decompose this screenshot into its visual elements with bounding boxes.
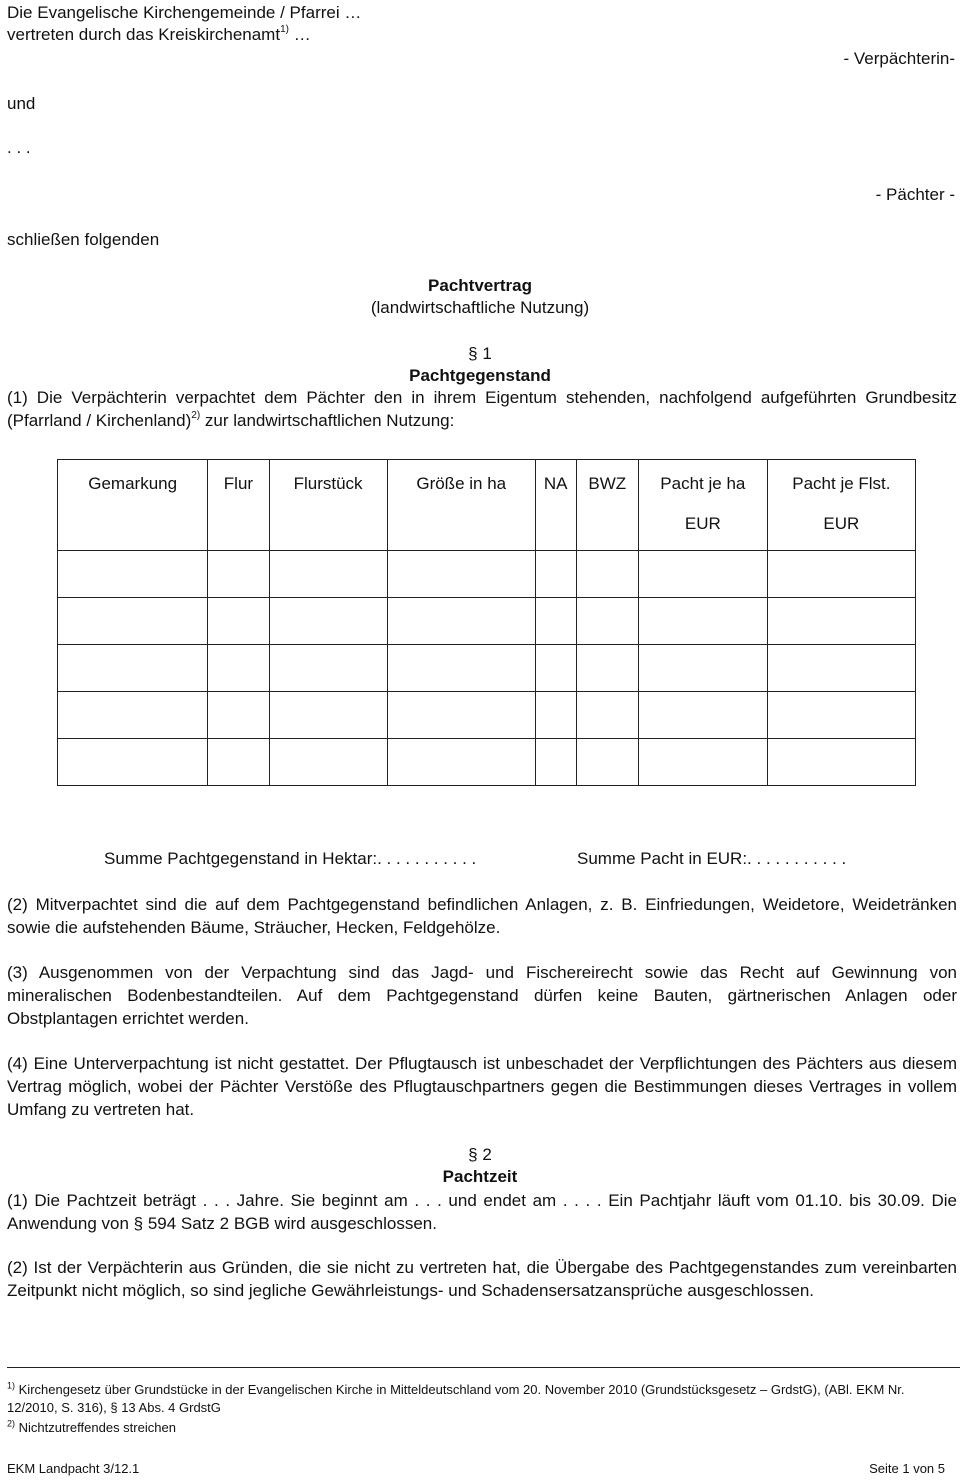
- footnote-mark-2: 2): [7, 1418, 16, 1429]
- table-cell[interactable]: [535, 739, 576, 786]
- table-cell[interactable]: [576, 645, 638, 692]
- section-1-paragraph-2: (2) Mitverpachtet sind die auf dem Pachtgegenstand befindlichen Anlagen, z. B. Einfriedungen, Weidetore, Weidetränken sowie die aufstehenden Bäume, Sträucher, Hecken, Feldgehölze.: [7, 895, 957, 937]
- document-title: Pachtvertrag: [428, 276, 532, 295]
- section-2-number: § 2: [468, 1145, 492, 1164]
- table-row: [58, 739, 916, 786]
- header-line-2: [7, 25, 311, 45]
- section-1-paragraph-1: [7, 386, 957, 432]
- role-lessor: - Verpächterin-: [843, 49, 955, 68]
- unit-label: EUR: [823, 514, 860, 533]
- table-cell[interactable]: [208, 551, 269, 598]
- footer-page-number: Seite 1 von 5: [869, 1461, 945, 1476]
- table-cell[interactable]: [638, 645, 767, 692]
- footnote-2-text: Nichtzutreffendes streichen: [18, 1420, 176, 1435]
- col-header-flur: Flur: [208, 460, 269, 551]
- und-text: und: [7, 94, 36, 113]
- table-body: [58, 551, 916, 786]
- footer-doc-id: EKM Landpacht 3/12.1: [7, 1461, 140, 1476]
- table-cell[interactable]: [269, 739, 387, 786]
- table-cell[interactable]: [387, 692, 535, 739]
- table-header-row: [58, 460, 916, 551]
- role-lessee: - Pächter -: [875, 185, 955, 204]
- section-1-p1-tail: zur landwirtschaftlichen Nutzung:: [200, 411, 455, 430]
- table-cell[interactable]: [576, 551, 638, 598]
- section-2-heading: Pachtzeit: [442, 1167, 518, 1186]
- header-line-1: Die Evangelische Kirchengemeinde / Pfarrei …: [7, 3, 362, 22]
- table-row: [58, 645, 916, 692]
- table-cell[interactable]: [58, 598, 208, 645]
- header-line-2-tail: …: [288, 25, 311, 44]
- table-cell[interactable]: [576, 692, 638, 739]
- section-2-paragraph-2: (2) Ist der Verpächterin aus Gründen, die sie nicht zu vertreten hat, die Übergabe des Pachtgegenstandes zum vereinbarten Zeitpunkt nicht möglich, so sind jegliche Gewährleistungs- und Schadensersatzansprüche ausgeschlossen.: [7, 1258, 957, 1300]
- table-row: [58, 551, 916, 598]
- table-cell[interactable]: [535, 645, 576, 692]
- table-cell[interactable]: [638, 692, 767, 739]
- table-row: [58, 692, 916, 739]
- footnote-mark-1: 1): [7, 1380, 16, 1391]
- col-header-pacht-je-flst: Pacht je Flst. EUR: [767, 460, 915, 551]
- table-cell[interactable]: [638, 598, 767, 645]
- intro-text: schließen folgenden: [7, 230, 160, 249]
- table-cell[interactable]: [269, 598, 387, 645]
- table-cell[interactable]: [767, 692, 915, 739]
- col-header-groesse: Größe in ha: [387, 460, 535, 551]
- table-cell[interactable]: [535, 551, 576, 598]
- table-cell[interactable]: [58, 645, 208, 692]
- footnote-1: [7, 1381, 937, 1417]
- header-line-2-text: vertreten durch das Kreiskirchenamt: [7, 25, 281, 44]
- footnote-divider: [7, 1367, 960, 1368]
- section-1-heading: Pachtgegenstand: [409, 366, 551, 385]
- table-cell[interactable]: [576, 598, 638, 645]
- table-cell[interactable]: [208, 598, 269, 645]
- table-cell[interactable]: [58, 739, 208, 786]
- table-cell[interactable]: [767, 645, 915, 692]
- table-cell[interactable]: [58, 692, 208, 739]
- table-cell[interactable]: [387, 598, 535, 645]
- table-cell[interactable]: [387, 645, 535, 692]
- table-cell[interactable]: [58, 551, 208, 598]
- table-cell[interactable]: [576, 739, 638, 786]
- col-header-flurstueck: Flurstück: [269, 460, 387, 551]
- unit-label: EUR: [684, 514, 721, 533]
- col-header-gemarkung: Gemarkung: [58, 460, 208, 551]
- col-header-pacht-je-ha: Pacht je ha EUR: [638, 460, 767, 551]
- section-1-p1-text: (1) Die Verpächterin verpachtet dem Pächter den in ihrem Eigentum stehenden, nachfolgend aufgeführten Grundbesitz (Pfarrland / Kirchenland): [7, 388, 957, 430]
- table-cell[interactable]: [208, 692, 269, 739]
- col-header-bwz: BWZ: [576, 460, 638, 551]
- footnote-ref-2: 2): [191, 410, 201, 422]
- table-cell[interactable]: [387, 739, 535, 786]
- table-cell[interactable]: [535, 598, 576, 645]
- sum-eur: Summe Pacht in EUR:. . . . . . . . . . .: [577, 849, 847, 868]
- section-1-number: § 1: [468, 344, 492, 363]
- table-cell[interactable]: [638, 739, 767, 786]
- document-subtitle: (landwirtschaftliche Nutzung): [370, 298, 590, 317]
- footnote-2: [7, 1419, 937, 1437]
- table-row: [58, 598, 916, 645]
- table-cell[interactable]: [208, 739, 269, 786]
- table-cell[interactable]: [767, 739, 915, 786]
- table-cell[interactable]: [767, 598, 915, 645]
- col-header-na: NA: [535, 460, 576, 551]
- table-cell[interactable]: [208, 645, 269, 692]
- lessee-placeholder: . . .: [7, 138, 31, 157]
- section-1-paragraph-3: (3) Ausgenommen von der Verpachtung sind das Jagd- und Fischereirecht sowie das Recht auf Gewinnung von mineralischen Bodenbestandteilen. Auf dem Pachtgegenstand dürfen keine Bauten, gärtnerischen Anlagen oder Obstplantagen errichtet werden.: [7, 963, 957, 1028]
- footnote-1-text: Kirchengesetz über Grundstücke in der Evangelischen Kirche in Mitteldeutschland vom 20. November 2010 (Grundstücksgesetz – GrdstG), (ABl. EKM Nr. 12/2010, S. 316), § 13 Abs. 4 GrdstG: [7, 1382, 905, 1415]
- table-cell[interactable]: [535, 692, 576, 739]
- table-cell[interactable]: [767, 551, 915, 598]
- parcel-table: [57, 459, 916, 786]
- section-2-paragraph-1: (1) Die Pachtzeit beträgt . . . Jahre. Sie beginnt am . . . und endet am . . . . Ein Pachtjahr läuft vom 01.10. bis 30.09. Die Anwendung von § 594 Satz 2 BGB wird ausgeschlossen.: [7, 1191, 957, 1233]
- footnote-ref-1: 1): [280, 24, 289, 36]
- table-cell[interactable]: [269, 692, 387, 739]
- sum-hectare: Summe Pachtgegenstand in Hektar:. . . . . . . . . . .: [104, 849, 477, 868]
- table-cell[interactable]: [269, 551, 387, 598]
- table-cell[interactable]: [387, 551, 535, 598]
- table-cell[interactable]: [269, 645, 387, 692]
- table-cell[interactable]: [638, 551, 767, 598]
- section-1-paragraph-4: (4) Eine Unterverpachtung ist nicht gestattet. Der Pflugtausch ist unbeschadet der Verpflichtungen des Pächters aus diesem Vertrag möglich, wobei der Pächter Verstöße des Pflugtauschpartners gegen die Bestimmungen dieses Vertrages in vollem Umfang zu vertreten hat.: [7, 1054, 957, 1119]
